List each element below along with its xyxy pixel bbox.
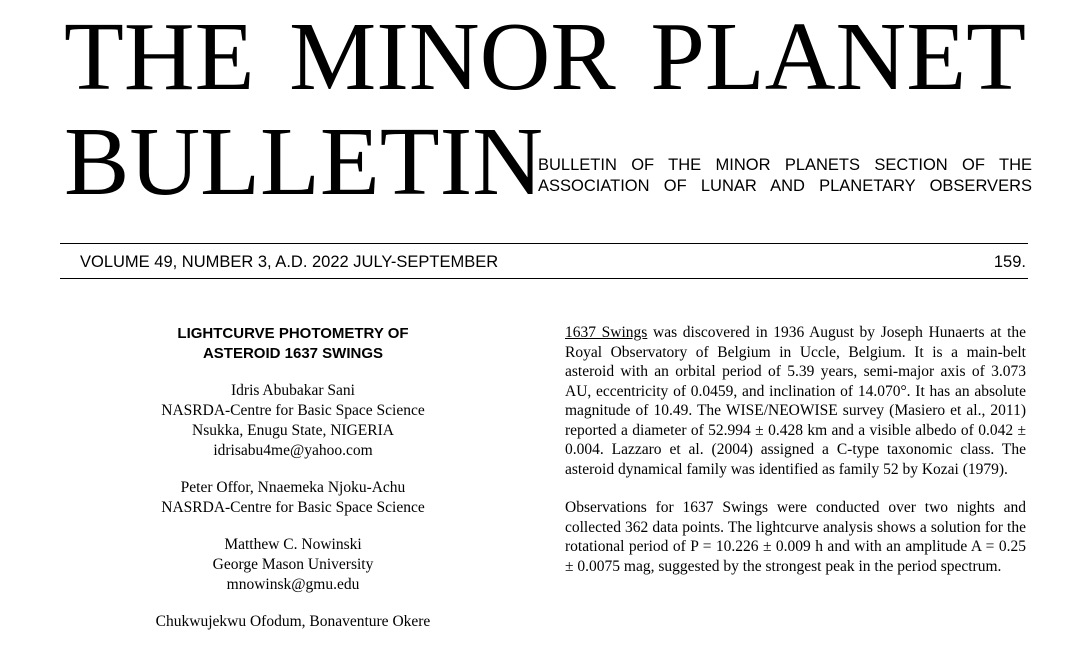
author-name: Chukwujekwu Ofodum, Bonaventure Okere — [155, 613, 431, 630]
author-block — [112, 535, 474, 595]
masthead-word-planet: PLANET — [650, 3, 1026, 111]
author-affiliation: NASRDA-Centre for Basic Space Science — [161, 402, 425, 419]
page-number: 159. — [993, 253, 1026, 271]
masthead-line2: BULLETIN — [64, 108, 543, 216]
author-block — [112, 612, 474, 632]
header-top-rule — [60, 243, 1028, 244]
volume-line: VOLUME 49, NUMBER 3, A.D. 2022 JULY-SEPTEMBER — [80, 253, 499, 271]
author-address: Nsukka, Enugu State, NIGERIA — [192, 422, 394, 439]
masthead-word-minor: MINOR — [289, 3, 616, 111]
author-affiliation: George Mason University — [212, 556, 374, 573]
author-email: mnowinsk@gmu.edu — [226, 576, 360, 593]
header-bottom-rule — [60, 278, 1028, 279]
author-affiliation: NASRDA-Centre for Basic Space Science — [161, 499, 425, 516]
article-title — [112, 324, 474, 364]
asteroid-link[interactable]: 1637 Swings — [565, 324, 648, 341]
article-title-line1: LIGHTCURVE PHOTOMETRY OF — [177, 325, 409, 342]
body-paragraph-1-text: was discovered in 1936 August by Joseph Hunaerts at the Royal Observatory of Belgium in Uccle, Belgium. It is a main-belt asteroid with an orbital period of 5.39 years, semi-major axis of 3.073 AU, eccentricity of 0.0459, and inclination of 14.070°. It has an absolute magnitude of 10.49. The WISE/NEOWISE survey (Masiero et al., 2011) reported a diameter of 52.994 ± 0.428 km and a visible albedo of 0.042 ± 0.004. Lazzaro et al. (2004) assigned a C-type taxonomic class. The asteroid dynamical family was identified as family 52 by Kozai (1979). — [565, 324, 1027, 478]
article-body — [565, 323, 1026, 595]
body-paragraph-1 — [565, 323, 1026, 479]
article-front-matter — [112, 324, 474, 649]
masthead-subtitle: BULLETIN OF THE MINOR PLANETS SECTION OF THE ASSOCIATION OF LUNAR AND PLANETARY OBSERVERS — [538, 156, 1032, 195]
article-title-line2: ASTEROID 1637 SWINGS — [202, 345, 384, 362]
author-block — [112, 478, 474, 518]
author-name: Matthew C. Nowinski — [224, 536, 362, 553]
masthead-word-the: THE — [64, 3, 255, 111]
masthead-line1 — [64, 3, 1026, 111]
author-name: Idris Abubakar Sani — [231, 382, 355, 399]
body-paragraph-2: Observations for 1637 Swings were conducted over two nights and collected 362 data points. The lightcurve analysis shows a solution for the rotational period of P = 10.226 ± 0.009 h and with an amplitude A = 0.25 ± 0.0075 mag, suggested by the strongest peak in the period spectrum. — [565, 499, 1026, 575]
author-name: Peter Offor, Nnaemeka Njoku-Achu — [180, 479, 406, 496]
author-email: idrisabu4me@yahoo.com — [213, 442, 373, 459]
author-block — [112, 381, 474, 461]
